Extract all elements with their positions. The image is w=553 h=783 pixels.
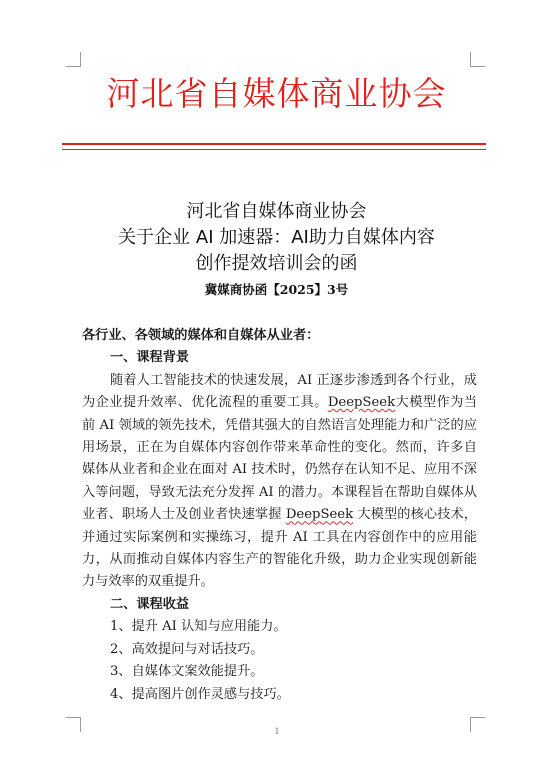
salutation: 各行业、各领域的媒体和自媒体从业者： — [82, 328, 320, 343]
crop-mark-bottom-left — [66, 717, 81, 732]
background-text-part-1: 随着人工智能技术的快速发展，AI 正逐步渗透到各个行业，成为企业提升效率、优化流程的重要工具。 — [82, 372, 477, 411]
document-number: 冀媒商协函【2025】3号 — [204, 282, 349, 297]
benefit-item: 2、高效提问与对话技巧。 — [110, 641, 264, 657]
document-title-line-2: 关于企业 AI 加速器：AI助力自媒体内容 — [118, 227, 435, 248]
spellcheck-term-deepseek: DeepSeek — [327, 395, 396, 411]
background-text-part-3: 大模型的核心技术，并通过实际案例和实操练习，提升 AI 工具在内容创作中的应用能力，从而推动自媒体内容生产的智能化升级，助力企业实现创新能力与效率的双重提升。 — [82, 507, 477, 590]
crop-mark-top-left — [66, 52, 81, 67]
letterhead-rule-thin — [62, 149, 486, 150]
letterhead-title: 河北省自媒体商业协会 — [106, 74, 447, 113]
spellcheck-term-deepseek: DeepSeek — [285, 507, 354, 523]
letterhead-rule-thick — [62, 143, 486, 145]
document-title-line-3: 创作提效培训会的函 — [195, 253, 358, 274]
crop-mark-bottom-right — [470, 717, 485, 732]
benefit-item: 1、提升 AI 认知与应用能力。 — [110, 619, 287, 635]
background-paragraph — [82, 370, 477, 594]
background-text-part-2: 大模型作为当前 AI 领域的领先技术，凭借其强大的自然语言处理能力和广泛的应用场景，正在为自媒体内容创作带来革命性的变化。然而，许多自媒体从业者和企业在面对 AI 技术时，仍然存在认知不足、应用不深入等问题，导致无法充分发挥 AI 的潜力。本课程旨在帮助自媒体从业者、职场人士及创业者快速掌握 — [82, 395, 478, 523]
benefit-item: 3、自媒体文案效能提升。 — [110, 664, 264, 680]
document-title-line-1: 河北省自媒体商业协会 — [186, 201, 367, 222]
benefit-item: 4、提高图片创作灵感与技巧。 — [110, 686, 290, 702]
page-number: 1 — [274, 727, 280, 736]
crop-mark-top-right — [470, 52, 485, 67]
section-heading-benefits: 二、课程收益 — [110, 596, 190, 612]
document-body — [82, 325, 477, 706]
section-heading-background: 一、课程背景 — [110, 350, 190, 366]
